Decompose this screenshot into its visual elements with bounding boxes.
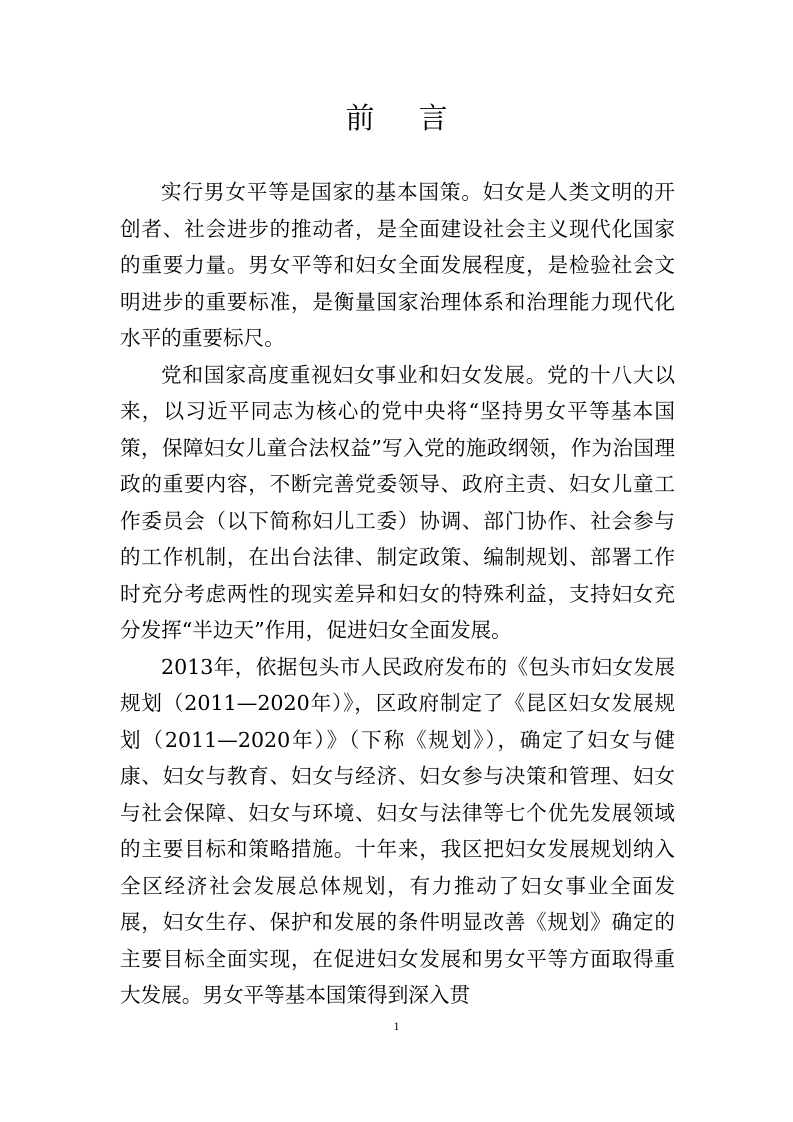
page-number: 1 [393,1019,400,1033]
document-body [120,174,675,1014]
paragraph-2: 党和国家高度重视妇女事业和妇女发展。党的十八大以来，以习近平同志为核心的党中央将“坚持男女平等基本国策，保障妇女儿童合法权益”写入党的施政纲领，作为治国理政的重要内容，不断完善党委领导、政府主责、妇女儿童工作委员会（以下简称妇儿工委）协调、部门协作、社会参与的工作机制，在出台法律、制定政策、编制规划、部署工作时充分考虑两性的现实差异和妇女的特殊利益，支持妇女充分发挥“半边天”作用，促进妇女全面发展。 [120,362,675,642]
paragraph-1: 实行男女平等是国家的基本国策。妇女是人类文明的开创者、社会进步的推动者，是全面建设社会主义现代化国家的重要力量。男女平等和妇女全面发展程度，是检验社会文明进步的重要标准，是衡量国家治理体系和治理能力现代化水平的重要标尺。 [120,180,675,350]
page-title: 前言 [345,101,492,135]
paragraph-3: 2013年，依据包头市人民政府发布的《包头市妇女发展规划（2011—2020年）》，区政府制定了《昆区妇女发展规划（2011—2020年）》（下称《规划》），确定了妇女与健康、妇女与教育、妇女与经济、妇女参与决策和管理、妇女与社会保障、妇女与环境、妇女与法律等七个优先发展领域的主要目标和策略措施。十年来，我区把妇女发展规划纳入全区经济社会发展总体规划，有力推动了妇女事业全面发展，妇女生存、保护和发展的条件明显改善《规划》确定的主要目标全面实现，在促进妇女发展和男女平等方面取得重大发展。男女平等基本国策得到深入贯 [120,654,675,1007]
